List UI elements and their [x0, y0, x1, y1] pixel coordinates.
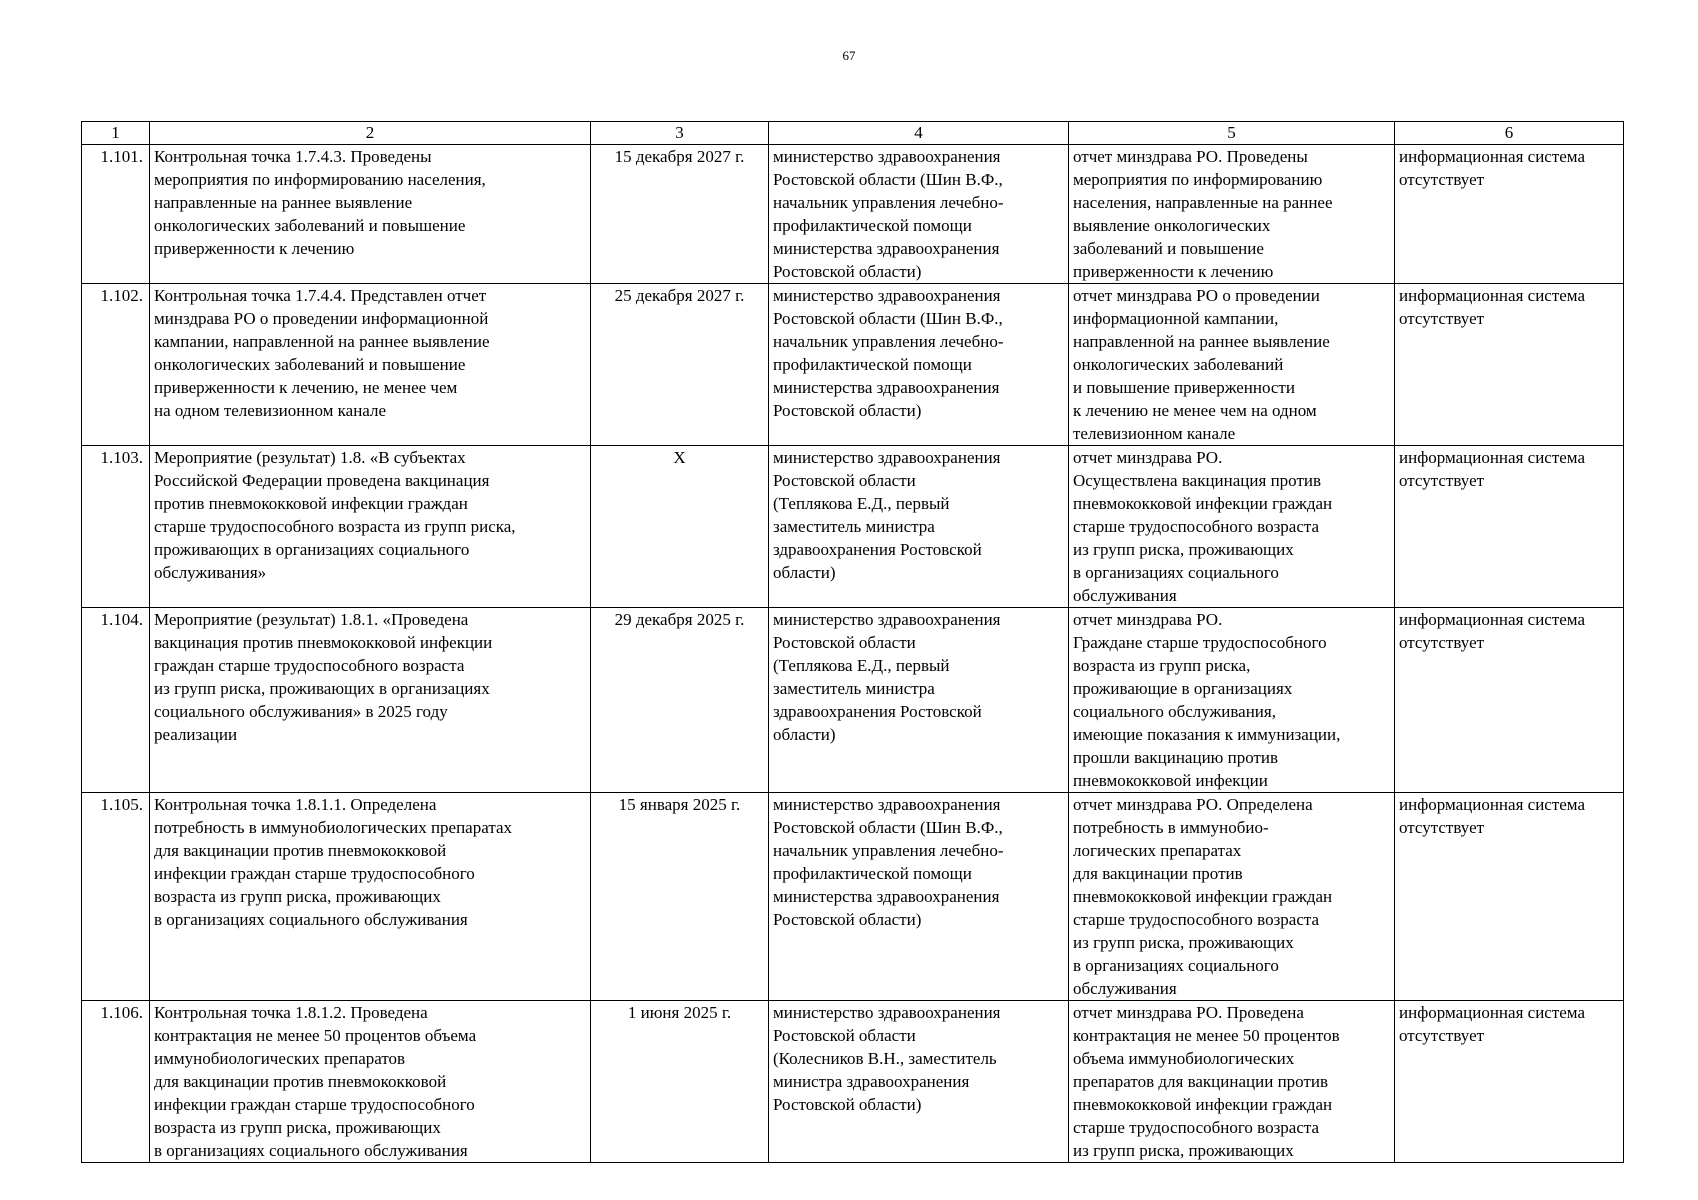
row-number: 1.102. [82, 284, 150, 446]
event-name: Контрольная точка 1.8.1.1. Определена потребность в иммунобиологических препаратах для вакцинации против пневмококковой инфекции граждан старше трудоспособного возраста из групп риска, проживающих в организациях социального обслуживания [150, 793, 591, 1001]
table-row [82, 793, 1624, 1001]
event-name: Контрольная точка 1.7.4.4. Представлен отчет минздрава РО о проведении информационной кампании, направленной на раннее выявление онкологических заболеваний и повышение приверженности к лечению, не менее чем на одном телевизионном канале [150, 284, 591, 446]
event-name: Мероприятие (результат) 1.8. «В субъектах Российской Федерации проведена вакцинация против пневмококковой инфекции граждан старше трудоспособного возраста из групп риска, проживающих в организациях социального обслуживания» [150, 446, 591, 608]
responsible-executor: министерство здравоохранения Ростовской области (Шин В.Ф., начальник управления лечебно- профилактической помощи министерства здравоохранения Ростовской области) [769, 145, 1069, 284]
information-system: информационная система отсутствует [1395, 1001, 1624, 1163]
column-header-4: 4 [769, 122, 1069, 145]
deadline-date: 29 декабря 2025 г. [591, 608, 769, 793]
page-number: 67 [842, 48, 856, 63]
responsible-executor: министерство здравоохранения Ростовской области (Колесников В.Н., заместитель министра здравоохранения Ростовской области) [769, 1001, 1069, 1163]
column-header-1: 1 [82, 122, 150, 145]
result-document: отчет минздрава РО. Проведена контрактация не менее 50 процентов объема иммунобиологических препаратов для вакцинации против пневмококковой инфекции граждан старше трудоспособного возраста из групп риска, проживающих [1069, 1001, 1395, 1163]
information-system: информационная система отсутствует [1395, 284, 1624, 446]
column-header-2: 2 [150, 122, 591, 145]
row-number: 1.101. [82, 145, 150, 284]
table-header-row [82, 122, 1624, 145]
column-header-6: 6 [1395, 122, 1624, 145]
table-row [82, 608, 1624, 793]
deadline-date: 25 декабря 2027 г. [591, 284, 769, 446]
result-document: отчет минздрава РО. Граждане старше трудоспособного возраста из групп риска, проживающие в организациях социального обслуживания, имеющие показания к иммунизации, прошли вакцинацию против пневмококковой инфекции [1069, 608, 1395, 793]
result-document: отчет минздрава РО о проведении информационной кампании, направленной на раннее выявление онкологических заболеваний и повышение приверженности к лечению не менее чем на одном телевизионном канале [1069, 284, 1395, 446]
information-system: информационная система отсутствует [1395, 608, 1624, 793]
deadline-date: X [591, 446, 769, 608]
responsible-executor: министерство здравоохранения Ростовской области (Теплякова Е.Д., первый заместитель министра здравоохранения Ростовской области) [769, 446, 1069, 608]
result-document: отчет минздрава РО. Проведены мероприятия по информированию населения, направленные на раннее выявление онкологических заболеваний и повышение приверженности к лечению [1069, 145, 1395, 284]
row-number: 1.106. [82, 1001, 150, 1163]
deadline-date: 1 июня 2025 г. [591, 1001, 769, 1163]
information-system: информационная система отсутствует [1395, 145, 1624, 284]
table-row [82, 284, 1624, 446]
deadline-date: 15 января 2025 г. [591, 793, 769, 1001]
column-header-5: 5 [1069, 122, 1395, 145]
information-system: информационная система отсутствует [1395, 793, 1624, 1001]
event-name: Мероприятие (результат) 1.8.1. «Проведена вакцинация против пневмококковой инфекции граждан старше трудоспособного возраста из групп риска, проживающих в организациях социального обслуживания» в 2025 году реализации [150, 608, 591, 793]
row-number: 1.104. [82, 608, 150, 793]
event-name: Контрольная точка 1.7.4.3. Проведены мероприятия по информированию населения, направленные на раннее выявление онкологических заболеваний и повышение приверженности к лечению [150, 145, 591, 284]
result-document: отчет минздрава РО. Осуществлена вакцинация против пневмококковой инфекции граждан старше трудоспособного возраста из групп риска, проживающих в организациях социального обслуживания [1069, 446, 1395, 608]
column-header-3: 3 [591, 122, 769, 145]
table-row [82, 446, 1624, 608]
responsible-executor: министерство здравоохранения Ростовской области (Шин В.Ф., начальник управления лечебно- профилактической помощи министерства здравоохранения Ростовской области) [769, 284, 1069, 446]
table-row [82, 1001, 1624, 1163]
table-row [82, 145, 1624, 284]
plan-table [81, 121, 1624, 1163]
event-name: Контрольная точка 1.8.1.2. Проведена контрактация не менее 50 процентов объема иммунобиологических препаратов для вакцинации против пневмококковой инфекции граждан старше трудоспособного возраста из групп риска, проживающих в организациях социального обслуживания [150, 1001, 591, 1163]
responsible-executor: министерство здравоохранения Ростовской области (Теплякова Е.Д., первый заместитель министра здравоохранения Ростовской области) [769, 608, 1069, 793]
information-system: информационная система отсутствует [1395, 446, 1624, 608]
deadline-date: 15 декабря 2027 г. [591, 145, 769, 284]
row-number: 1.103. [82, 446, 150, 608]
responsible-executor: министерство здравоохранения Ростовской области (Шин В.Ф., начальник управления лечебно- профилактической помощи министерства здравоохранения Ростовской области) [769, 793, 1069, 1001]
row-number: 1.105. [82, 793, 150, 1001]
result-document: отчет минздрава РО. Определена потребность в иммунобио- логических препаратах для вакцинации против пневмококковой инфекции граждан старше трудоспособного возраста из групп риска, проживающих в организациях социального обслуживания [1069, 793, 1395, 1001]
